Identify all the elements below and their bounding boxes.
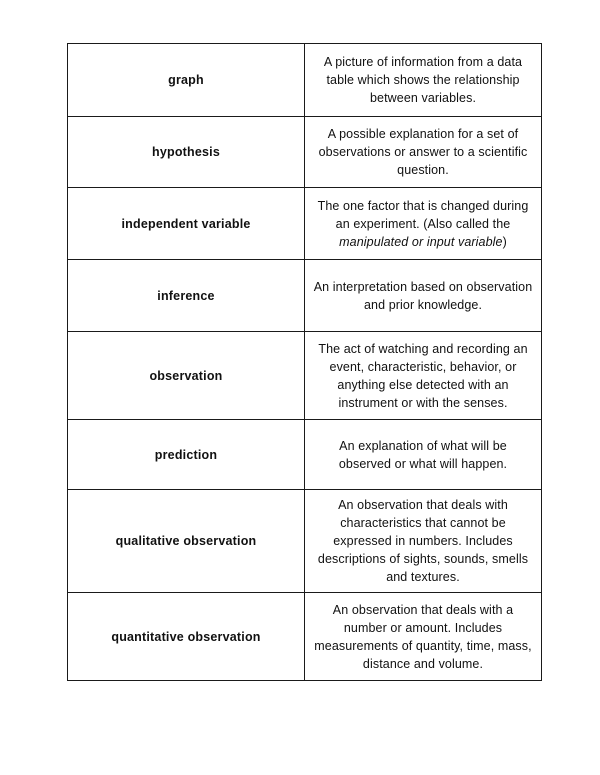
- definition-cell: [305, 593, 542, 681]
- table-row: [68, 44, 542, 117]
- definition-text: The one factor that is changed during an experiment. (Also called the: [317, 198, 529, 231]
- term-prediction: prediction: [154, 447, 218, 462]
- definition-cell: [305, 117, 542, 188]
- term-cell: [68, 188, 305, 260]
- term-observation: observation: [149, 368, 223, 383]
- table-row: [68, 593, 542, 681]
- table-row: [68, 420, 542, 490]
- definition-cell: [305, 420, 542, 490]
- definition-cell: [305, 188, 542, 260]
- definition-inference: An interpretation based on observation and prior knowledge.: [313, 279, 533, 312]
- definition-cell: [305, 44, 542, 117]
- term-independent-variable: independent variable: [121, 216, 251, 231]
- term-hypothesis: hypothesis: [152, 145, 220, 159]
- term-inference: inference: [157, 288, 215, 303]
- definition-cell: [305, 490, 542, 593]
- term-cell: [68, 420, 305, 490]
- table-row: [68, 490, 542, 593]
- term-cell: [68, 117, 305, 188]
- term-cell: [68, 593, 305, 681]
- definition-prediction: An explanation of what will be observed or what will happen.: [338, 438, 508, 471]
- term-quantitative-observation: quantitative observation: [111, 629, 261, 644]
- definition-cell: [305, 332, 542, 420]
- definition-independent-variable: [318, 199, 529, 249]
- definition-qualitative-observation: An observation that deals with characteristics that cannot be expressed in numbers. Includes descriptions of sights, sounds, smells and textures.: [317, 498, 529, 584]
- term-graph: graph: [168, 73, 204, 87]
- definition-observation: The act of watching and recording an event, characteristic, behavior, or anything else detected with an instrument or with the senses.: [318, 341, 528, 410]
- definition-hypothesis: A possible explanation for a set of observations or answer to a scientific question.: [318, 127, 528, 177]
- term-qualitative-observation: qualitative observation: [115, 534, 257, 548]
- term-cell: [68, 332, 305, 420]
- table-row: [68, 188, 542, 260]
- term-cell: [68, 44, 305, 117]
- table-row: [68, 332, 542, 420]
- definition-cell: [305, 260, 542, 332]
- table-row: [68, 260, 542, 332]
- definition-graph: A picture of information from a data table which shows the relationship between variables.: [323, 55, 523, 105]
- definition-text: ): [502, 234, 507, 249]
- definition-quantitative-observation: An observation that deals with a number or amount. Includes measurements of quantity, time, mass, distance and volume.: [314, 602, 532, 671]
- definition-italic-text: manipulated or input variable: [339, 234, 503, 249]
- term-cell: [68, 490, 305, 593]
- term-cell: [68, 260, 305, 332]
- table-row: [68, 117, 542, 188]
- vocabulary-table: [67, 43, 542, 681]
